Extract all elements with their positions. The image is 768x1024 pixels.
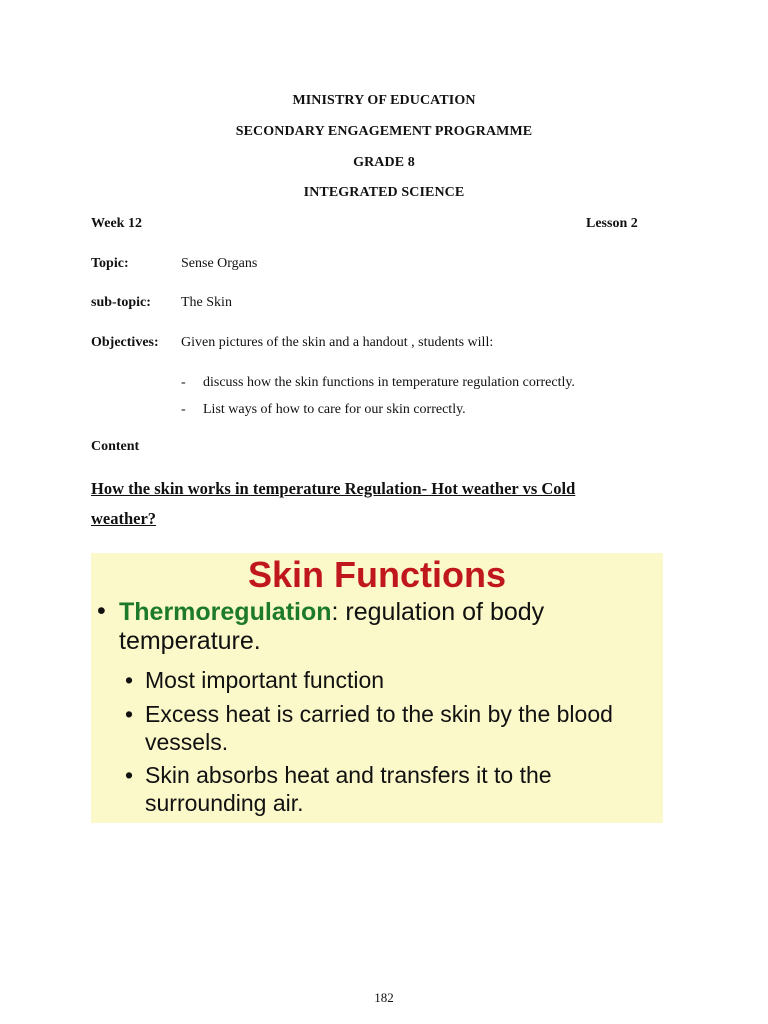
- objective-item: List ways of how to care for our skin correctly.: [203, 402, 466, 417]
- main-rest: : regulation of body: [331, 598, 545, 626]
- lesson-label: Lesson 2: [586, 216, 638, 231]
- content-label: Content: [91, 439, 140, 454]
- main-point-line2: temperature.: [119, 627, 261, 655]
- slide-title: Skin Functions: [247, 554, 506, 595]
- ministry-title: MINISTRY OF EDUCATION: [292, 93, 476, 108]
- section-heading-line: weather?: [91, 509, 157, 528]
- page-number: 182: [374, 990, 394, 1005]
- sub-point-line2: surrounding air.: [145, 790, 304, 816]
- topic-label: Topic:: [91, 256, 129, 271]
- grade-title: GRADE 8: [353, 155, 415, 170]
- sub-point-line2: vessels.: [145, 729, 229, 755]
- subtopic-label: sub-topic:: [91, 295, 151, 310]
- programme-title: SECONDARY ENGAGEMENT PROGRAMME: [235, 124, 533, 139]
- sub-point: Excess heat is carried to the skin by the blood: [145, 701, 613, 727]
- skin-functions-slide: [91, 553, 663, 823]
- subtopic-value: The Skin: [181, 295, 232, 310]
- main-point: [119, 597, 544, 627]
- main-term: Thermoregulation: [119, 598, 332, 626]
- bullet-icon: •: [125, 667, 134, 693]
- objective-item: discuss how the skin functions in temperature regulation correctly.: [203, 375, 575, 390]
- week-label: Week 12: [91, 216, 142, 231]
- objectives-label: Objectives:: [91, 335, 159, 350]
- bullet-icon: •: [125, 701, 134, 727]
- objectives-intro: Given pictures of the skin and a handout , students will:: [181, 335, 494, 350]
- bullet-icon: •: [97, 597, 106, 625]
- sub-point: Most important function: [145, 667, 385, 693]
- bullet-icon: •: [125, 762, 134, 788]
- topic-value: Sense Organs: [181, 256, 258, 271]
- objective-dash: -: [181, 375, 186, 390]
- objective-dash: -: [181, 402, 186, 417]
- sub-point: Skin absorbs heat and transfers it to the: [145, 762, 552, 788]
- subject-title: INTEGRATED SCIENCE: [303, 185, 465, 200]
- section-heading: [91, 474, 651, 534]
- section-heading-line: How the skin works in temperature Regulation- Hot weather vs Cold: [91, 479, 576, 498]
